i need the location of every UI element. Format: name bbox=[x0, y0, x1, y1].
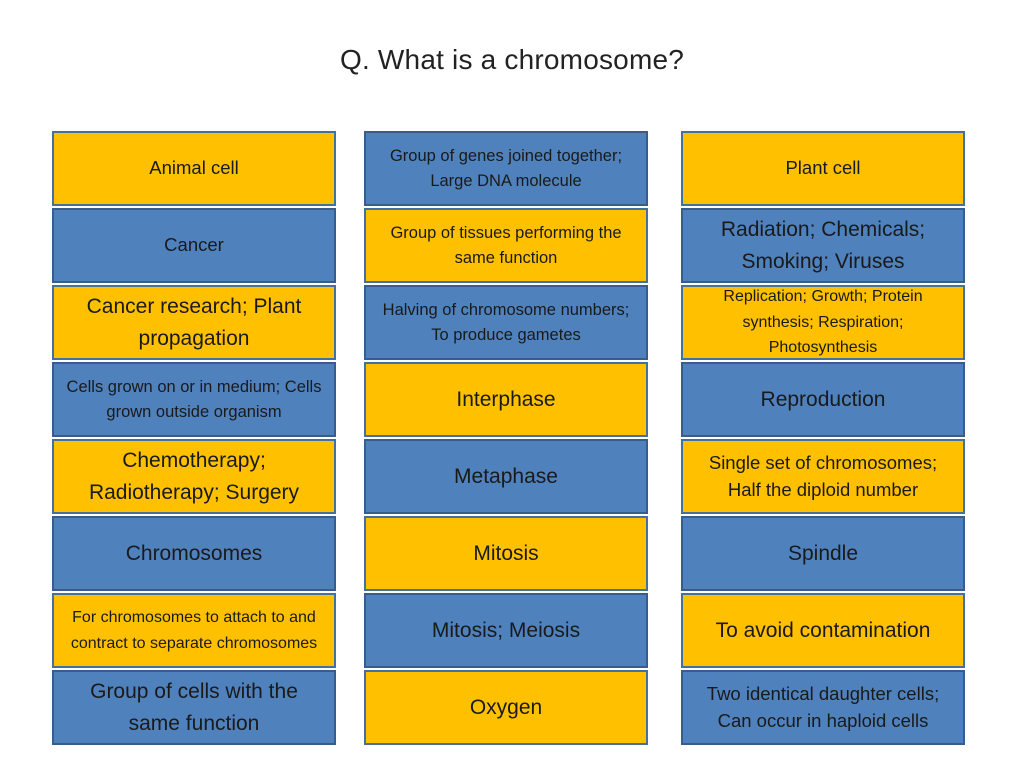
card-text: Oxygen bbox=[469, 695, 543, 719]
card-r5-c3[interactable] bbox=[681, 439, 965, 514]
card-r4-c1[interactable] bbox=[52, 362, 336, 437]
page-title: Q. What is a chromosome? bbox=[339, 44, 685, 75]
card-text: Group of cells with the same function bbox=[90, 680, 298, 735]
card-text: Chromosomes bbox=[125, 541, 263, 565]
card-r8-c1[interactable] bbox=[52, 670, 336, 745]
card-r6-c2[interactable] bbox=[364, 516, 648, 591]
card-r3-c2[interactable] bbox=[364, 285, 648, 360]
card-r1-c3[interactable] bbox=[681, 131, 965, 206]
card-r3-c1[interactable] bbox=[52, 285, 336, 360]
card-r2-c3[interactable] bbox=[681, 208, 965, 283]
card-text: Cells grown on or in medium; Cells grown outside organism bbox=[66, 377, 322, 421]
card-text: Halving of chromosome numbers; To produce gametes bbox=[382, 300, 630, 344]
card-r1-c1[interactable] bbox=[52, 131, 336, 206]
card-text: Metaphase bbox=[454, 464, 558, 488]
card-text: Spindle bbox=[787, 541, 859, 565]
card-text: Single set of chromosomes; Half the diploid number bbox=[708, 451, 938, 500]
card-text: For chromosomes to attach to and contract to separate chromosomes bbox=[70, 608, 318, 652]
card-r3-c3[interactable] bbox=[681, 285, 965, 360]
card-text: Mitosis; Meiosis bbox=[431, 618, 581, 642]
card-text: Cancer research; Plant propagation bbox=[86, 295, 302, 350]
card-text: Radiation; Chemicals; Smoking; Viruses bbox=[720, 218, 926, 273]
card-text: Animal cell bbox=[149, 157, 239, 179]
card-r6-c3[interactable] bbox=[681, 516, 965, 591]
card-r1-c2[interactable] bbox=[364, 131, 648, 206]
card-text: Group of genes joined together; Large DNA molecule bbox=[389, 146, 623, 190]
card-r8-c3[interactable] bbox=[681, 670, 965, 745]
card-text: Interphase bbox=[456, 387, 556, 411]
card-r2-c1[interactable] bbox=[52, 208, 336, 283]
card-r2-c2[interactable] bbox=[364, 208, 648, 283]
card-text: Reproduction bbox=[760, 387, 886, 411]
card-r7-c1[interactable] bbox=[52, 593, 336, 668]
card-text: To avoid contamination bbox=[715, 618, 931, 642]
card-r6-c1[interactable] bbox=[52, 516, 336, 591]
card-text: Plant cell bbox=[785, 157, 861, 179]
card-text: Replication; Growth; Protein synthesis; Respiration; Photosynthesis bbox=[723, 287, 923, 357]
card-r8-c2[interactable] bbox=[364, 670, 648, 745]
card-r5-c2[interactable] bbox=[364, 439, 648, 514]
card-text: Mitosis bbox=[473, 541, 539, 565]
card-r5-c1[interactable] bbox=[52, 439, 336, 514]
card-text: Cancer bbox=[164, 234, 224, 256]
card-text: Group of tissues performing the same function bbox=[390, 223, 622, 267]
card-r4-c2[interactable] bbox=[364, 362, 648, 437]
card-r7-c3[interactable] bbox=[681, 593, 965, 668]
card-r7-c2[interactable] bbox=[364, 593, 648, 668]
card-text: Two identical daughter cells; Can occur in haploid cells bbox=[706, 682, 940, 731]
card-text: Chemotherapy; Radiotherapy; Surgery bbox=[88, 449, 300, 504]
card-r4-c3[interactable] bbox=[681, 362, 965, 437]
